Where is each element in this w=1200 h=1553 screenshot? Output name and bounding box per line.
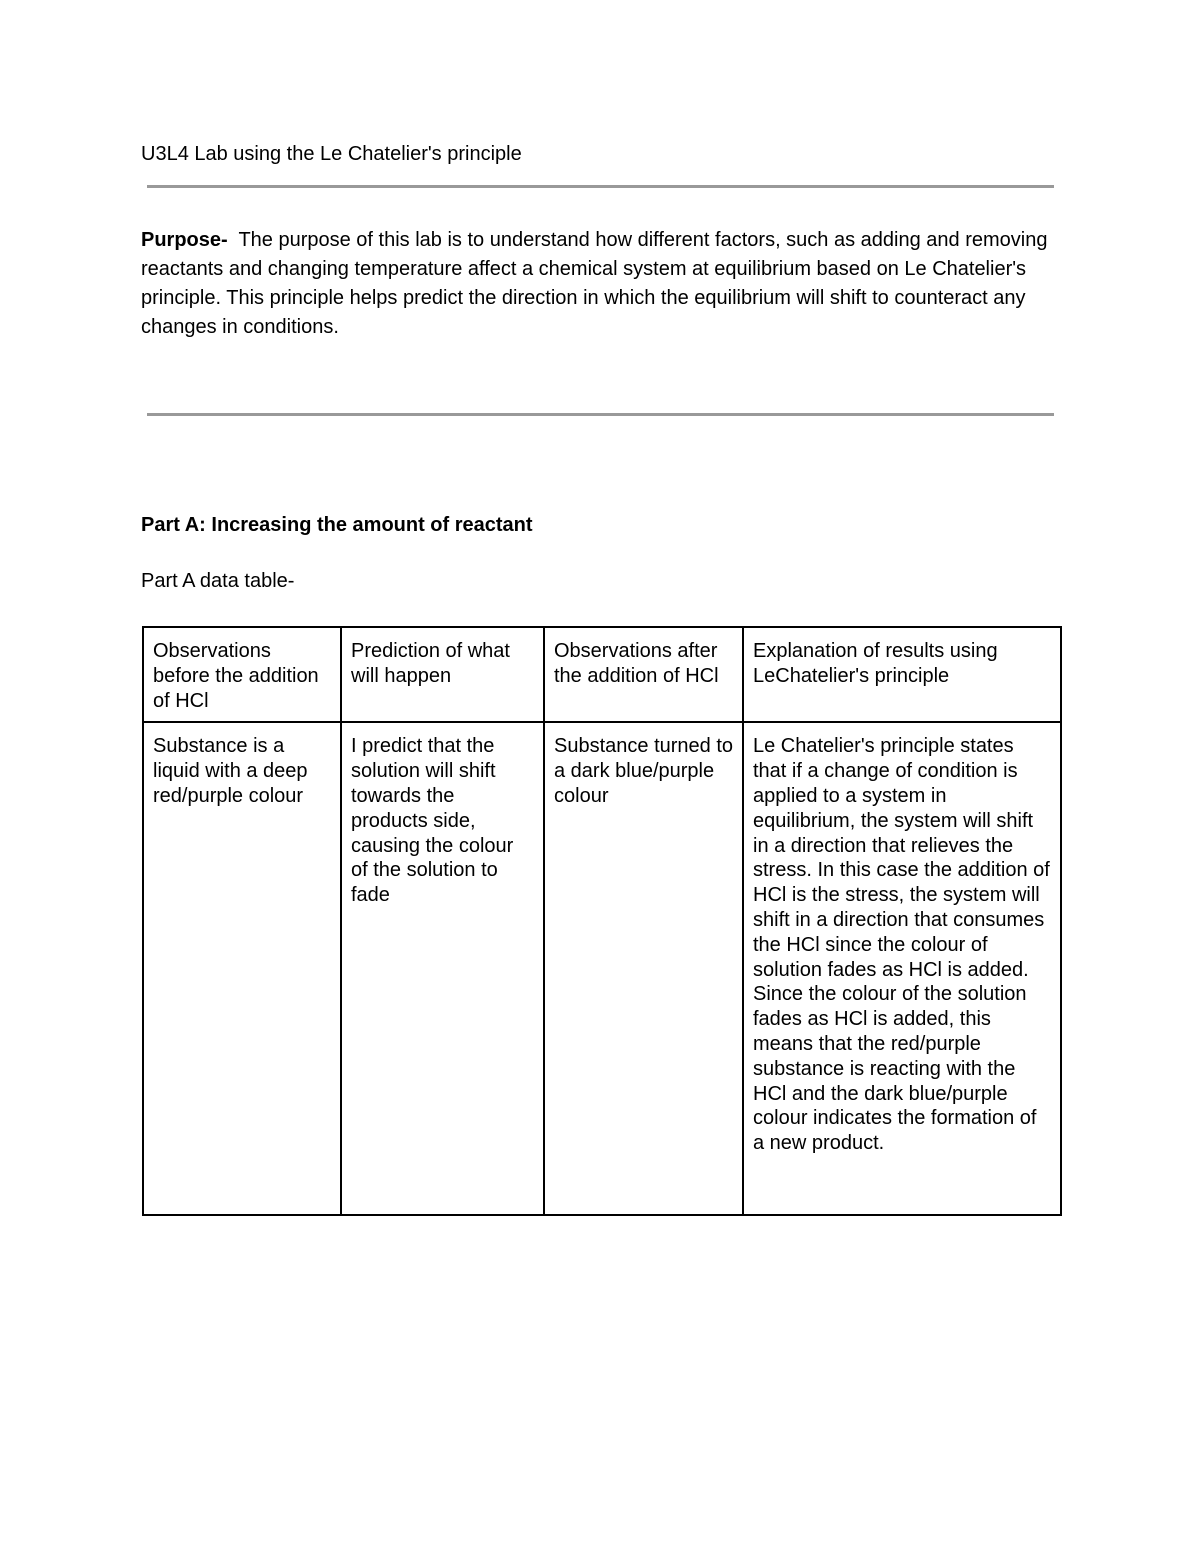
purpose-paragraph: [141, 226, 1066, 342]
table-header-row: [143, 627, 1061, 722]
part-a-table-caption: Part A data table-: [141, 570, 295, 592]
table-cell: Substance turned to a dark blue/purple colour: [544, 722, 743, 1215]
part-a-heading: Part A: Increasing the amount of reactant: [141, 514, 533, 536]
table-cell: I predict that the solution will shift towards the products side, causing the colour of the solution to fade: [341, 722, 544, 1215]
table-header-cell: Explanation of results using LeChatelier's principle: [743, 627, 1061, 722]
purpose-text: The purpose of this lab is to understand how different factors, such as adding and removing reactants and changing temperature affect a chemical system at equilibrium based on Le Chatelier's principle. This principle helps predict the direction in which the equilibrium will shift to counteract any changes in conditions.: [141, 229, 1048, 338]
purpose-label: Purpose-: [141, 229, 228, 251]
horizontal-rule-top: [147, 185, 1054, 188]
table-header-cell: Observations before the addition of HCl: [143, 627, 341, 722]
part-a-data-table: [142, 626, 1062, 1216]
horizontal-rule-bottom: [147, 413, 1054, 416]
table-header-cell: Observations after the addition of HCl: [544, 627, 743, 722]
table-header-cell: Prediction of what will happen: [341, 627, 544, 722]
table-row: [143, 722, 1061, 1215]
table-cell: Substance is a liquid with a deep red/purple colour: [143, 722, 341, 1215]
table-cell: Le Chatelier's principle states that if a change of condition is applied to a system in equilibrium, the system will shift in a direction that relieves the stress. In this case the addition of HCl is the stress, the system will shift in a direction that consumes the HCl since the colour of solution fades as HCl is added. Since the colour of the solution fades as HCl is added, this means that the red/purple substance is reacting with the HCl and the dark blue/purple colour indicates the formation of a new product.: [743, 722, 1061, 1215]
document-title: U3L4 Lab using the Le Chatelier's principle: [141, 143, 522, 165]
